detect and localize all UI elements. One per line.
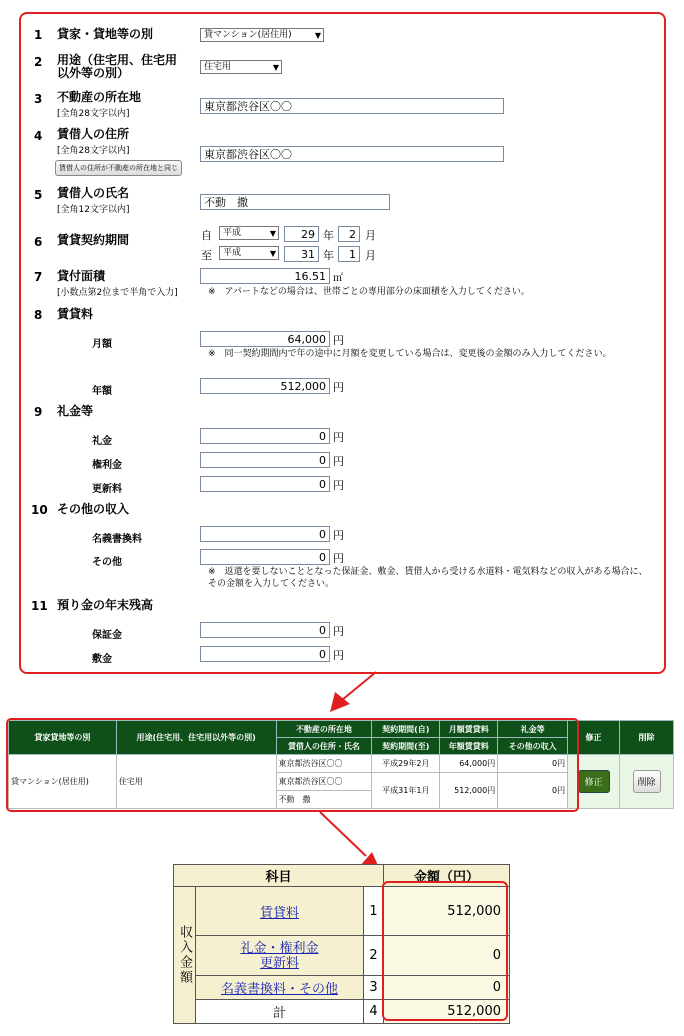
tenant-name-input[interactable]: 不動 撒 [200,194,390,210]
row-2-number: 2 [34,55,43,69]
same-address-button[interactable]: 賃借人の住所が不動産の所在地と同じ [55,160,182,176]
summary-no-2: 2 [364,936,384,976]
area-hint: ※ アパートなどの場合は、世帯ごとの専用部分の床面積を入力してください。 [208,287,530,297]
rent-link[interactable]: 賃貸料 [259,905,299,921]
period-to-year-input[interactable]: 31 [284,246,319,262]
shikikin-label: 敷金 [92,654,112,665]
col-edit-header: 修正 [568,721,620,755]
period-from-year-unit: 年 [323,229,334,242]
col-monthly-header: 月額賃貸料 [440,721,498,738]
reikin-input[interactable]: 0 [200,428,330,444]
col-other-header: その他の収入 [498,738,568,755]
annual-rent-yen: 円 [333,381,344,394]
row-annual-cell: 512,000円 [440,773,498,809]
row-1-number: 1 [34,28,43,42]
row-tenant-name-cell: 不動 撒 [276,791,372,809]
summary-item-2 [196,936,364,976]
property-address-input[interactable]: 東京都渋谷区〇〇 [200,98,504,114]
shikikin-yen: 円 [333,649,344,662]
property-address-label: 不動産の所在地 [57,90,142,104]
annual-rent-label: 年額 [92,386,112,397]
summary-no-1: 1 [364,887,384,936]
kenrikin-yen: 円 [333,455,344,468]
usage-label: 用途（住宅用、住宅用以外等の別） [57,53,178,80]
area-input[interactable]: 16.51 [200,268,330,284]
meigi-input[interactable]: 0 [200,526,330,542]
kenrikin-input[interactable]: 0 [200,452,330,468]
summary-item-1 [196,887,364,936]
rental-type-value: 貸マンション(居住用) [204,30,292,40]
summary-item-header: 科目 [174,865,384,887]
summary-item-3 [196,976,364,1000]
deposits-label: 預り金の年末残高 [57,598,154,612]
period-to-year-unit: 年 [323,249,334,262]
area-unit: ㎡ [333,273,343,284]
reikin-label: 礼金 [92,436,112,447]
contract-period-label: 賃貸契約期間 [57,233,130,247]
other-label: その他 [92,557,122,568]
arrow-down-right-icon [320,812,380,870]
period-to-label: 至 [201,249,212,262]
rent-label: 賃貸料 [57,307,94,321]
summary-side-label: 収入金額 [174,887,196,1024]
summary-amount-2: 0 [384,936,510,976]
period-to-month-input[interactable]: 1 [338,246,360,262]
key-money-label: 礼金等 [57,404,94,418]
arrow-down-left-icon [330,672,376,712]
row-delete-cell [620,755,674,809]
tenant-address-note: [全角28文字以内] [57,146,130,156]
summary-no-3: 3 [364,976,384,1000]
monthly-rent-label: 月額 [92,339,112,350]
renewal-fee-link[interactable]: 更新料 [259,955,299,971]
hoshokin-input[interactable]: 0 [200,622,330,638]
row-8-number: 8 [34,308,43,322]
area-note: [小数点第2位まで半角で入力] [57,288,178,298]
row-7-number: 7 [34,270,43,284]
koshinryo-input[interactable]: 0 [200,476,330,492]
col-delete-header: 削除 [620,721,674,755]
row-monthly-cell: 64,000円 [440,755,498,773]
row-other-cell: 0円 [498,773,568,809]
meigi-yen: 円 [333,529,344,542]
col-usage-header: 用途(住宅用、住宅用以外等の別) [116,721,276,755]
period-from-month-input[interactable]: 2 [338,226,360,242]
koshinryo-label: 更新料 [92,484,122,495]
period-to-month-unit: 月 [365,249,376,262]
col-tenant-header: 賃借人の住所・氏名 [276,738,372,755]
other-income-label: その他の収入 [57,502,130,516]
other-income-link[interactable]: 名義書換料・その他 [220,982,338,997]
col-address-header: 不動産の所在地 [276,721,372,738]
period-from-label: 自 [201,229,212,242]
edit-button[interactable]: 修正 [578,770,610,793]
property-address-note: [全角28文字以内] [57,109,130,119]
period-from-month-unit: 月 [365,229,376,242]
annual-rent-input[interactable]: 512,000 [200,378,330,394]
other-input[interactable]: 0 [200,549,330,565]
row-period-from-cell: 平成29年2月 [372,755,440,773]
row-type-cell: 貸マンション(居住用) [9,755,117,809]
tenant-name-note: [全角12文字以内] [57,205,130,215]
summary-total-amount: 512,000 [384,1000,510,1024]
shikikin-input[interactable]: 0 [200,646,330,662]
row-usage-cell: 住宅用 [116,755,276,809]
tenant-name-label: 賃借人の氏名 [57,186,130,200]
row-period-to-cell: 平成31年1月 [372,773,440,809]
delete-button[interactable]: 削除 [633,770,661,793]
key-money-link[interactable]: 礼金・権利金 [240,940,319,956]
hoshokin-yen: 円 [333,625,344,638]
period-from-year-input[interactable]: 29 [284,226,319,242]
summary-total-no: 4 [364,1000,384,1024]
kenrikin-label: 権利金 [92,460,122,471]
row-10-number: 10 [31,503,48,517]
period-to-era-value: 平成 [223,248,242,258]
tenant-address-input[interactable]: 東京都渋谷区〇〇 [200,146,504,162]
rental-type-label: 貸家・貸地等の別 [57,27,154,41]
monthly-rent-yen: 円 [333,334,344,347]
col-annual-header: 年額賃貸料 [440,738,498,755]
monthly-rent-hint: ※ 同一契約期間内で年の途中に月額を変更している場合は、変更後の金額のみ入力してください。 [208,349,612,359]
monthly-rent-input[interactable]: 64,000 [200,331,330,347]
row-5-number: 5 [34,188,43,202]
col-period-from-header: 契約期間(自) [372,721,440,738]
row-3-number: 3 [34,92,43,106]
row-11-number: 11 [31,599,48,613]
tenant-address-label: 賃借人の住所 [57,127,130,141]
row-tenant-address-cell: 東京都渋谷区〇〇 [276,773,372,791]
col-key-money-header: 礼金等 [498,721,568,738]
summary-amount-header: 金額（円） [384,865,510,887]
col-type-header: 貸家貸地等の別 [9,721,117,755]
summary-amount-1: 512,000 [384,887,510,936]
hoshokin-label: 保証金 [92,630,122,641]
period-from-era-value: 平成 [223,228,242,238]
row-address-cell: 東京都渋谷区〇〇 [276,755,372,773]
list-highlight-frame [6,718,579,812]
row-key-money-cell: 0円 [498,755,568,773]
col-period-to-header: 契約期間(至) [372,738,440,755]
row-9-number: 9 [34,405,43,419]
koshinryo-yen: 円 [333,479,344,492]
row-6-number: 6 [34,235,43,249]
row-4-number: 4 [34,129,43,143]
summary-amount-3: 0 [384,976,510,1000]
meigi-label: 名義書換料 [92,534,142,545]
other-income-hint: ※ 返還を要しないこととなった保証金、敷金、賃借人から受ける水道料・電気料などの収入がある場合に、その金額を入力してください。 [208,567,648,589]
summary-highlight-frame [382,881,508,1021]
summary-total-label: 計 [196,1000,364,1024]
reikin-yen: 円 [333,431,344,444]
usage-value: 住宅用 [204,62,232,72]
area-label: 貸付面積 [57,269,106,283]
other-yen: 円 [333,552,344,565]
